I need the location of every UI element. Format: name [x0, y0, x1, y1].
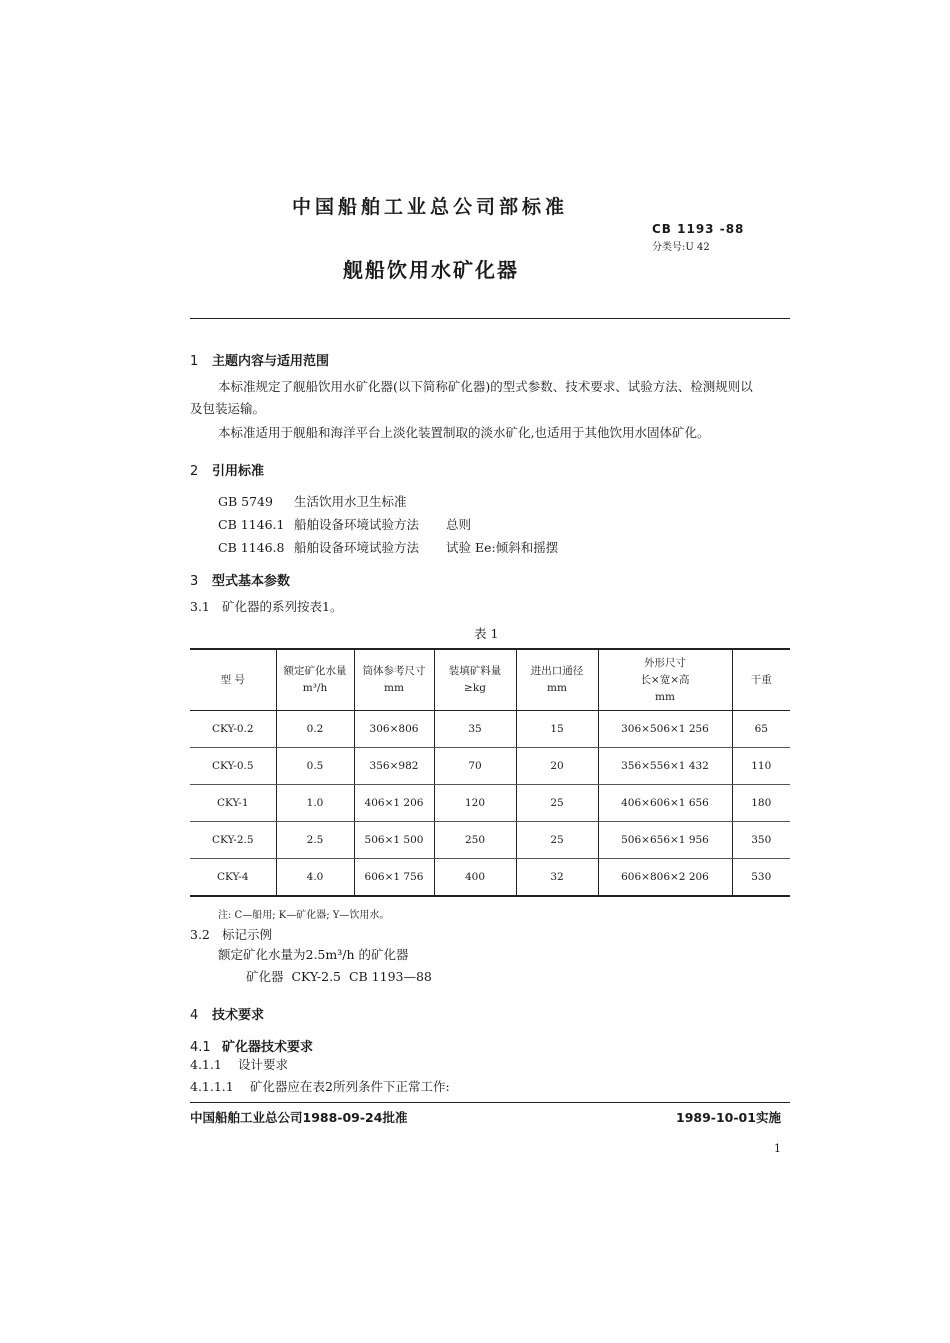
- section-2-title: 引用标准: [212, 464, 265, 479]
- section-1-heading: [190, 350, 329, 369]
- table-cell: 0.5: [276, 748, 354, 785]
- reference-extra: 试验 Ee:倾斜和摇摆: [446, 540, 559, 555]
- table-cell: 250: [434, 822, 516, 859]
- clause-4-1-1-1-number: 4.1.1.1: [190, 1079, 234, 1094]
- clause-3-2: [190, 924, 272, 946]
- section-1-para-2: 本标准适用于舰船和海洋平台上淡化装置制取的淡水矿化,也适用于其他饮用水固体矿化。: [218, 425, 710, 440]
- table-cell: 506×656×1 956: [598, 822, 732, 859]
- table-cell: CKY-1: [190, 785, 276, 822]
- table-1-caption: 表 1: [474, 626, 499, 641]
- table-row: [190, 748, 790, 785]
- clause-3-1-text: 矿化器的系列按表1。: [222, 599, 343, 614]
- table-row: [190, 711, 790, 748]
- table-cell: 65: [732, 711, 790, 748]
- section-4-number: 4: [190, 1008, 199, 1023]
- section-3-heading: [190, 570, 290, 589]
- reference-extra: 总则: [446, 517, 472, 532]
- section-1-number: 1: [190, 354, 199, 369]
- reference-name: 生活饮用水卫生标准: [294, 494, 407, 509]
- table-cell: 15: [516, 711, 598, 748]
- table-cell: 32: [516, 859, 598, 897]
- reference-item: [218, 492, 446, 510]
- table-cell: 2.5: [276, 822, 354, 859]
- clause-4-1: [190, 1036, 313, 1055]
- reference-code: CB 1146.8: [218, 540, 285, 555]
- table-cell: 1.0: [276, 785, 354, 822]
- table-cell: CKY-2.5: [190, 822, 276, 859]
- clause-4-1-1: [190, 1054, 288, 1076]
- reference-code: CB 1146.1: [218, 517, 285, 532]
- clause-4-1-1-1-text: 矿化器应在表2所列条件下正常工作:: [250, 1079, 450, 1094]
- document-title: 舰船饮用水矿化器: [343, 258, 519, 282]
- clause-3-1-number: 3.1: [190, 599, 210, 614]
- table-cell: 0.2: [276, 711, 354, 748]
- clause-4-1-number: 4.1: [190, 1040, 211, 1055]
- footer-rule: [190, 1102, 790, 1103]
- clause-3-2-number: 3.2: [190, 927, 210, 942]
- marking-example-line-1: 额定矿化水量为2.5m³/h 的矿化器: [218, 947, 409, 962]
- section-2-heading: [190, 460, 264, 479]
- table-cell: 350: [732, 822, 790, 859]
- table-cell: CKY-4: [190, 859, 276, 897]
- section-1-title: 主题内容与适用范围: [212, 354, 330, 369]
- table-cell: 606×1 756: [354, 859, 434, 897]
- table-cell: 606×806×2 206: [598, 859, 732, 897]
- table-cell: 400: [434, 859, 516, 897]
- clause-4-1-1-number: 4.1.1: [190, 1057, 222, 1072]
- section-2-number: 2: [190, 464, 199, 479]
- table-cell: 25: [516, 822, 598, 859]
- clause-3-1: [190, 596, 342, 618]
- reference-item: [218, 538, 558, 556]
- table-cell: 25: [516, 785, 598, 822]
- table-cell: 406×1 206: [354, 785, 434, 822]
- table-header-row: [190, 649, 790, 711]
- header-rule: [190, 318, 790, 319]
- effective-date: 1989-10-01实施: [676, 1110, 781, 1125]
- table-cell: CKY-0.5: [190, 748, 276, 785]
- table-row: [190, 822, 790, 859]
- table-cell: 120: [434, 785, 516, 822]
- table-cell: 4.0: [276, 859, 354, 897]
- reference-item: [218, 515, 471, 533]
- page-number: 1: [774, 1142, 781, 1155]
- table-cell: 20: [516, 748, 598, 785]
- table-cell: 356×556×1 432: [598, 748, 732, 785]
- table-cell: 530: [732, 859, 790, 897]
- table-cell: 356×982: [354, 748, 434, 785]
- approval-date: 中国船舶工业总公司1988-09-24批准: [190, 1110, 408, 1125]
- table-header-cell: 筒体参考尺寸 mm: [354, 649, 434, 711]
- section-3-number: 3: [190, 574, 199, 589]
- table-cell: 70: [434, 748, 516, 785]
- table-cell: 110: [732, 748, 790, 785]
- table-cell: 306×806: [354, 711, 434, 748]
- table-row: [190, 785, 790, 822]
- section-4-title: 技术要求: [212, 1008, 265, 1023]
- table-cell: 180: [732, 785, 790, 822]
- table-cell: 406×606×1 656: [598, 785, 732, 822]
- section-3-title: 型式基本参数: [212, 574, 291, 589]
- reference-name: 船舶设备环境试验方法: [294, 540, 420, 555]
- clause-4-1-title: 矿化器技术要求: [222, 1040, 314, 1055]
- reference-name: 船舶设备环境试验方法: [294, 517, 420, 532]
- section-1-para-1: 本标准规定了舰船饮用水矿化器(以下简称矿化器)的型式参数、技术要求、试验方法、检测规则以: [218, 379, 753, 394]
- clause-4-1-1-1: [190, 1076, 450, 1098]
- table-cell: 506×1 500: [354, 822, 434, 859]
- table-header-cell: 装填矿料量 ≥kg: [434, 649, 516, 711]
- standard-number: CB 1193 -88: [652, 222, 745, 236]
- issuing-organization: 中国船舶工业总公司部标准: [292, 196, 569, 218]
- marking-example-line-2: 矿化器 CKY-2.5 CB 1193—88: [246, 969, 432, 984]
- table-note: 注: C—船用; K—矿化器; Y—饮用水。: [218, 910, 390, 921]
- section-4-heading: [190, 1004, 264, 1023]
- classification-number: 分类号:U 42: [652, 242, 710, 253]
- table-cell: CKY-0.2: [190, 711, 276, 748]
- clause-4-1-1-title: 设计要求: [238, 1057, 289, 1072]
- reference-code: GB 5749: [218, 494, 273, 509]
- clause-3-2-title: 标记示例: [222, 927, 273, 942]
- table-header-cell: 干重: [732, 649, 790, 711]
- table-1: [190, 648, 790, 897]
- table-header-cell: 额定矿化水量 m³/h: [276, 649, 354, 711]
- table-header-cell: 进出口通径 mm: [516, 649, 598, 711]
- section-1-para-1-cont: 及包装运输。: [190, 401, 266, 416]
- table-header-cell: 外形尺寸 长×宽×高 mm: [598, 649, 732, 711]
- table-row: [190, 859, 790, 897]
- table-header-cell: 型 号: [190, 649, 276, 711]
- table-cell: 306×506×1 256: [598, 711, 732, 748]
- table-cell: 35: [434, 711, 516, 748]
